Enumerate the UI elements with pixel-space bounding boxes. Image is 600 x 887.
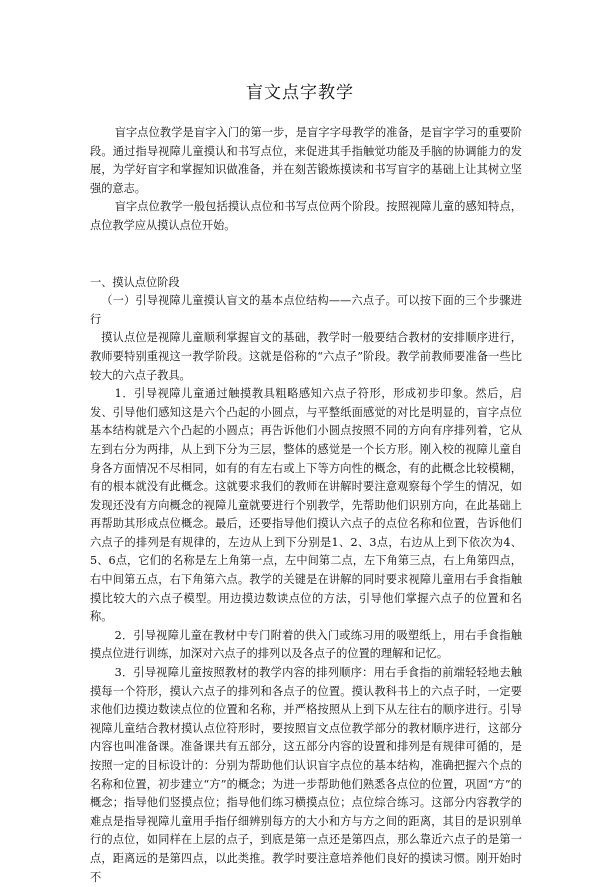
body-paragraph-1: 摸认点位是视障儿童顺利掌握盲文的基础，教学时一般要结合教材的安排顺序进行，教师要特别重视这一教学阶段。这就是俗称的“六点子”阶段。教学前教师要准备一些比较大的六点子教具。	[90, 331, 522, 382]
section-heading: 一、摸认点位阶段	[90, 275, 180, 289]
body-paragraph-2: 1．引导视障儿童通过触摸教具粗略感知六点子符形，形成初步印象。然后，启发、引导他们感知这是六个凸起的小圆点，与平整纸面感觉的对比是明显的，盲字点位基本结构就是六个凸起的小圆点；再告诉他们小圆点按照不同的方向有序排列着，它从左到右分为两排，从上到下分为三层，整体的感觉是一个长方形。刚入校的视障儿童自身各方面情况不尽相同，如有的有左右或上下等方向性的概念，有的此概念比较模糊，有的根本就没有此概念。这就要求我们的教师在讲解时要注意观察每个学生的情况，如发现还没有方向概念的视障儿童就要进行个别教学，先帮助他们识别方向，在此基础上再帮助其形成点位概念。最后，还要指导他们摸认六点子的点位名称和位置，告诉他们六点子的排列是有规律的，左边从上到下分别是1、2、3点，右边从上到下依次为4、5、6点，它们的名称是左上角第一点，左中间第二点，左下角第三点，右上角第四点，右中间第五点，右下角第六点。教学的关键是在讲解的同时要求视障儿童用右手食指触摸比较大的六点子模型。用边摸边数读点位的方法，引导他们掌握六点子的位置和名称。	[90, 387, 522, 624]
intro-paragraph-1: 盲字点位教学是盲字入门的第一步，是盲字字母教学的准备，是盲字学习的重要阶段。通过指导视障儿童摸认和书写点位，来促进其手指触觉功能及手脑的协调能力的发展，为学好盲字和掌握知识做准备，并在刻苦锻炼摸读和书写盲字的基础上让其树立坚强的意志。	[90, 126, 522, 195]
intro-paragraph-2: 盲字点位教学一般包括摸认点位和书写点位两个阶段。按照视障儿童的感知特点，点位教学应从摸认点位开始。	[90, 200, 522, 232]
spacer	[90, 236, 522, 274]
body-paragraph-4: 3．引导视障儿童按照教材的教学内容的排列顺序：用右手食指的前端轻轻地去触摸每一个符形，摸认六点子的排列和各点子的位置。摸认教科书上的六点子时，一定要求他们边摸边数读点位的位置和名称，并严格按照从上到下从左往右的顺序进行。引导视障儿童结合教材摸认点位符形时，要按照盲文点位教学部分的教材顺序进行，这部分内容也叫准备课。准备课共有五部分，这五部分内容的设置和排列是有规律可循的，是按照一定的目标设计的：分别为帮助他们认识盲字点位的基本结构，准确把握六个点的名称和位置，初步建立“方”的概念；为进一步帮助他们熟悉各点位的位置，巩固“方”的概念；指导他们竖摸点位；指导他们练习横摸点位；点位综合练习。这部分内容教学的难点是指导视障儿童用手指仔细辨别每方的大小和方与方之间的距离，其目的是识别单行的点位，如同样在上层的点子，到底是第一点还是第四点，那么靠近六点子的是第一点，距离远的是第四点，以此类推。教学时要注意培养他们良好的摸读习惯。刚开始时不	[90, 666, 522, 884]
document-body	[90, 124, 522, 887]
subsection-heading: （一）引导视障儿童摸认盲文的基本点位结构——六点子。可以按下面的三个步骤进行	[90, 294, 522, 326]
body-paragraph-3: 2．引导视障儿童在教材中专门附着的供入门或练习用的吸塑纸上，用右手食指触摸点位进行训练，加深对六点子的排列以及各点子的位置的理解和记忆。	[90, 628, 522, 661]
document-title: 盲文点字教学	[246, 83, 354, 103]
